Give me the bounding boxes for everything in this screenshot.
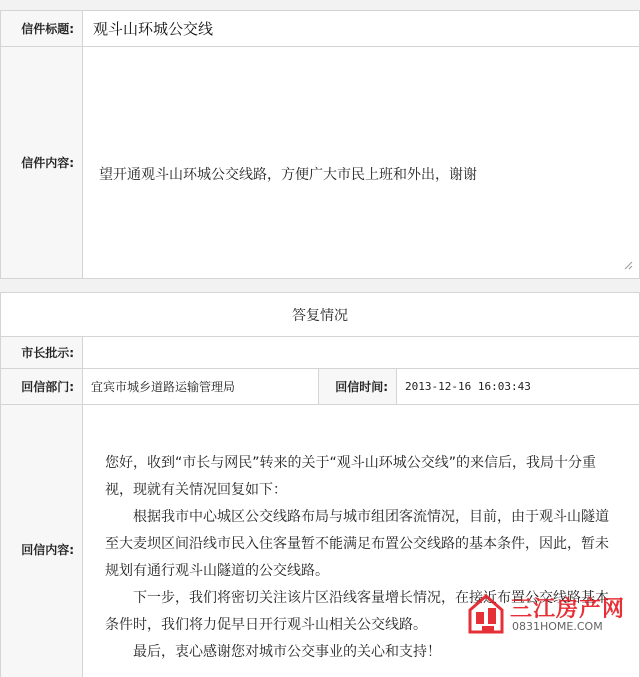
- content-label: 信件内容:: [1, 47, 83, 279]
- dept-label: 回信部门:: [1, 369, 83, 405]
- time-value: 2013-12-16 16:03:43: [397, 369, 640, 405]
- letter-title: 观斗山环城公交线: [83, 11, 640, 47]
- letter-content: 望开通观斗山环城公交线路，方便广大市民上班和外出，谢谢: [99, 166, 477, 183]
- reply-paragraph: 下一步，我们将密切关注该片区沿线客量增长情况，在接近布置公交线路基本条件时，我们将力促早日开行观斗山相关公交线路。: [105, 589, 609, 633]
- resize-grip-icon[interactable]: [624, 261, 633, 270]
- time-label: 回信时间:: [319, 369, 397, 405]
- mayor-label: 市长批示:: [1, 337, 83, 369]
- reply-content-label: 回信内容:: [1, 405, 83, 677]
- mayor-value: [83, 337, 640, 369]
- reply-paragraph: 最后，衷心感谢您对城市公交事业的关心和支持！: [133, 643, 441, 660]
- dept-value: 宜宾市城乡道路运输管理局: [83, 369, 319, 405]
- title-label: 信件标题:: [1, 11, 83, 47]
- watermark: [466, 590, 636, 640]
- reply-paragraph: 您好，收到“市长与网民”转来的关于“观斗山环城公交线”的来信后，我局十分重视，现就有关情况回复如下：: [105, 454, 597, 498]
- reply-section-title: 答复情况: [1, 293, 640, 337]
- watermark-name: 三江房产网: [510, 597, 626, 622]
- reply-paragraph: 根据我市中心城区公交线路布局与城市组团客流情况，目前，由于观斗山隧道至大麦坝区间沿线市民入住客量暂不能满足布置公交线路的基本条件，因此，暂未规划有通行观斗山隧道的公交线路。: [105, 508, 609, 579]
- letter-content-area[interactable]: [83, 47, 640, 279]
- house-logo-icon: [466, 592, 506, 634]
- letter-table: [0, 10, 640, 279]
- watermark-url: 0831HOME.COM: [512, 620, 603, 633]
